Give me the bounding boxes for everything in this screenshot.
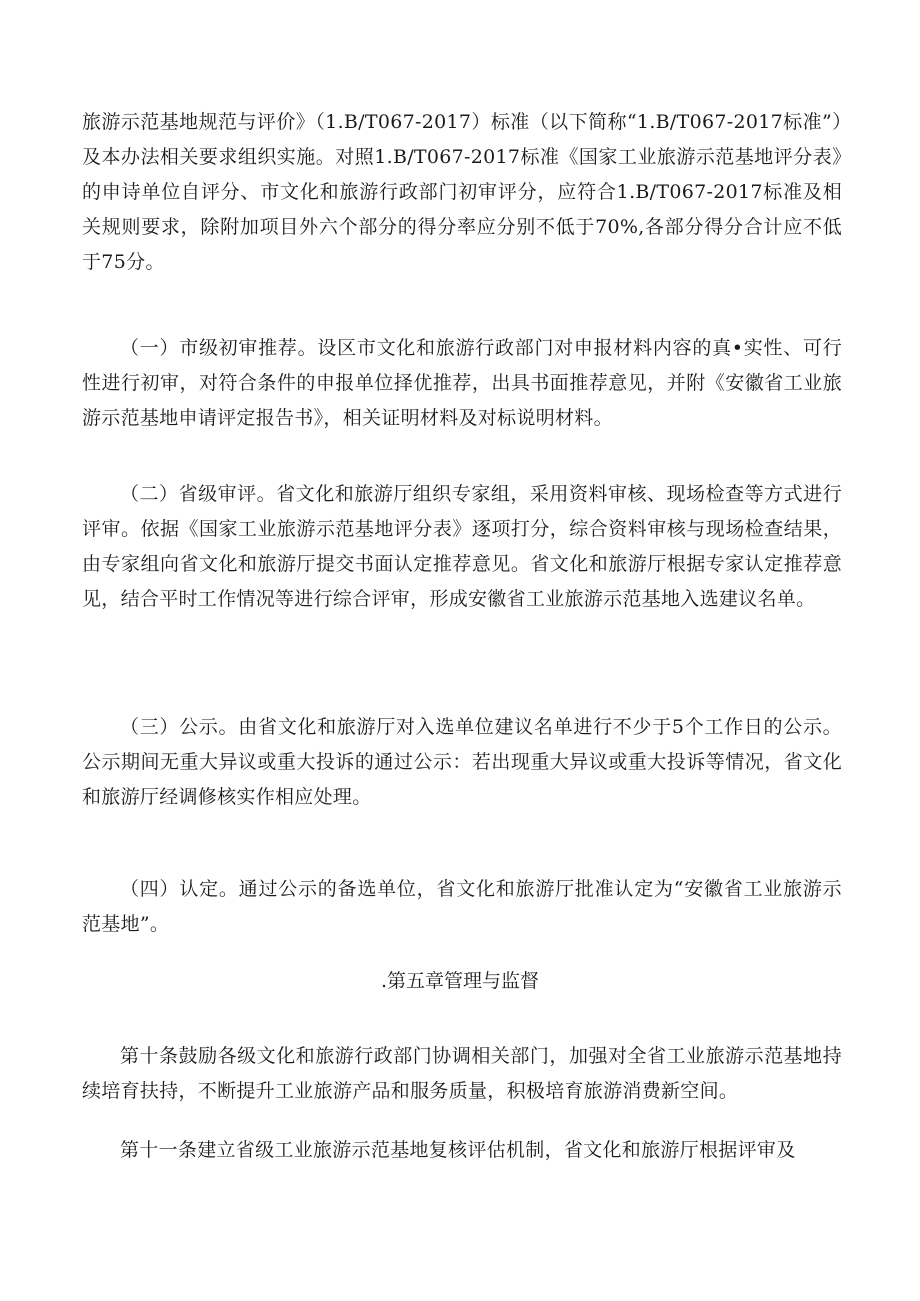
paragraph-provincial-review: （二）省级审评。省文化和旅游厅组织专家组，采用资料审核、现场检查等方式进行评审。依据《国家工业旅游示范基地评分表》逐项打分，综合资料审核与现场检查结果，由专家组向省文化和旅游厅提交书面认定推荐意见。省文化和旅游厅根据专家认定推荐意见，结合平时工作情况等进行综合评审，形成安徽省工业旅游示范基地入选建议名单。 [82, 483, 842, 610]
paragraph-municipal-review: （一）市级初审推荐。设区市文化和旅游行政部门对申报材料内容的真•实性、可行性进行初审，对符合条件的申报单位择优推荐，出具书面推荐意见，并附《安徽省工业旅游示范基地申请评定报告书》，相关证明材料及对标说明材料。 [82, 337, 842, 429]
paragraph-publicity: （三）公示。由省文化和旅游厅对入选单位建议名单进行不少于5个工作日的公示。公示期间无重大异议或重大投诉的通过公示：若出现重大异议或重大投诉等情况，省文化和旅游厅经调修核实作相应处理。 [82, 716, 842, 808]
article-eleven: 第十一条建立省级工业旅游示范基地复核评估机制，省文化和旅游厅根据评审及 [120, 1139, 796, 1161]
paragraph-certification: （四）认定。通过公示的备选单位，省文化和旅游厅批准认定为“安徽省工业旅游示范基地”。 [82, 878, 842, 935]
paragraph-intro: 旅游示范基地规范与评价》（1.B/T067-2017）标准（以下简称“1.B/T067-2017标准”）及本办法相关要求组织实施。对照1.B/T067-2017标准《国家工业旅游示范基地评分表》的申诗单位自评分、市文化和旅游行政部门初审评分，应符合1.B/T067-2017标准及相关规则要求，除附加项目外六个部分的得分率应分别不低于70%,各部分得分合计应不低于75分。 [82, 111, 842, 273]
article-ten: 第十条鼓励各级文化和旅游行政部门协调相关部门，加强对全省工业旅游示范基地持续培育扶持，不断提升工业旅游产品和服务质量，积极培育旅游消费新空间。 [82, 1045, 842, 1102]
chapter-heading: .第五章管理与监督 [380, 970, 540, 992]
